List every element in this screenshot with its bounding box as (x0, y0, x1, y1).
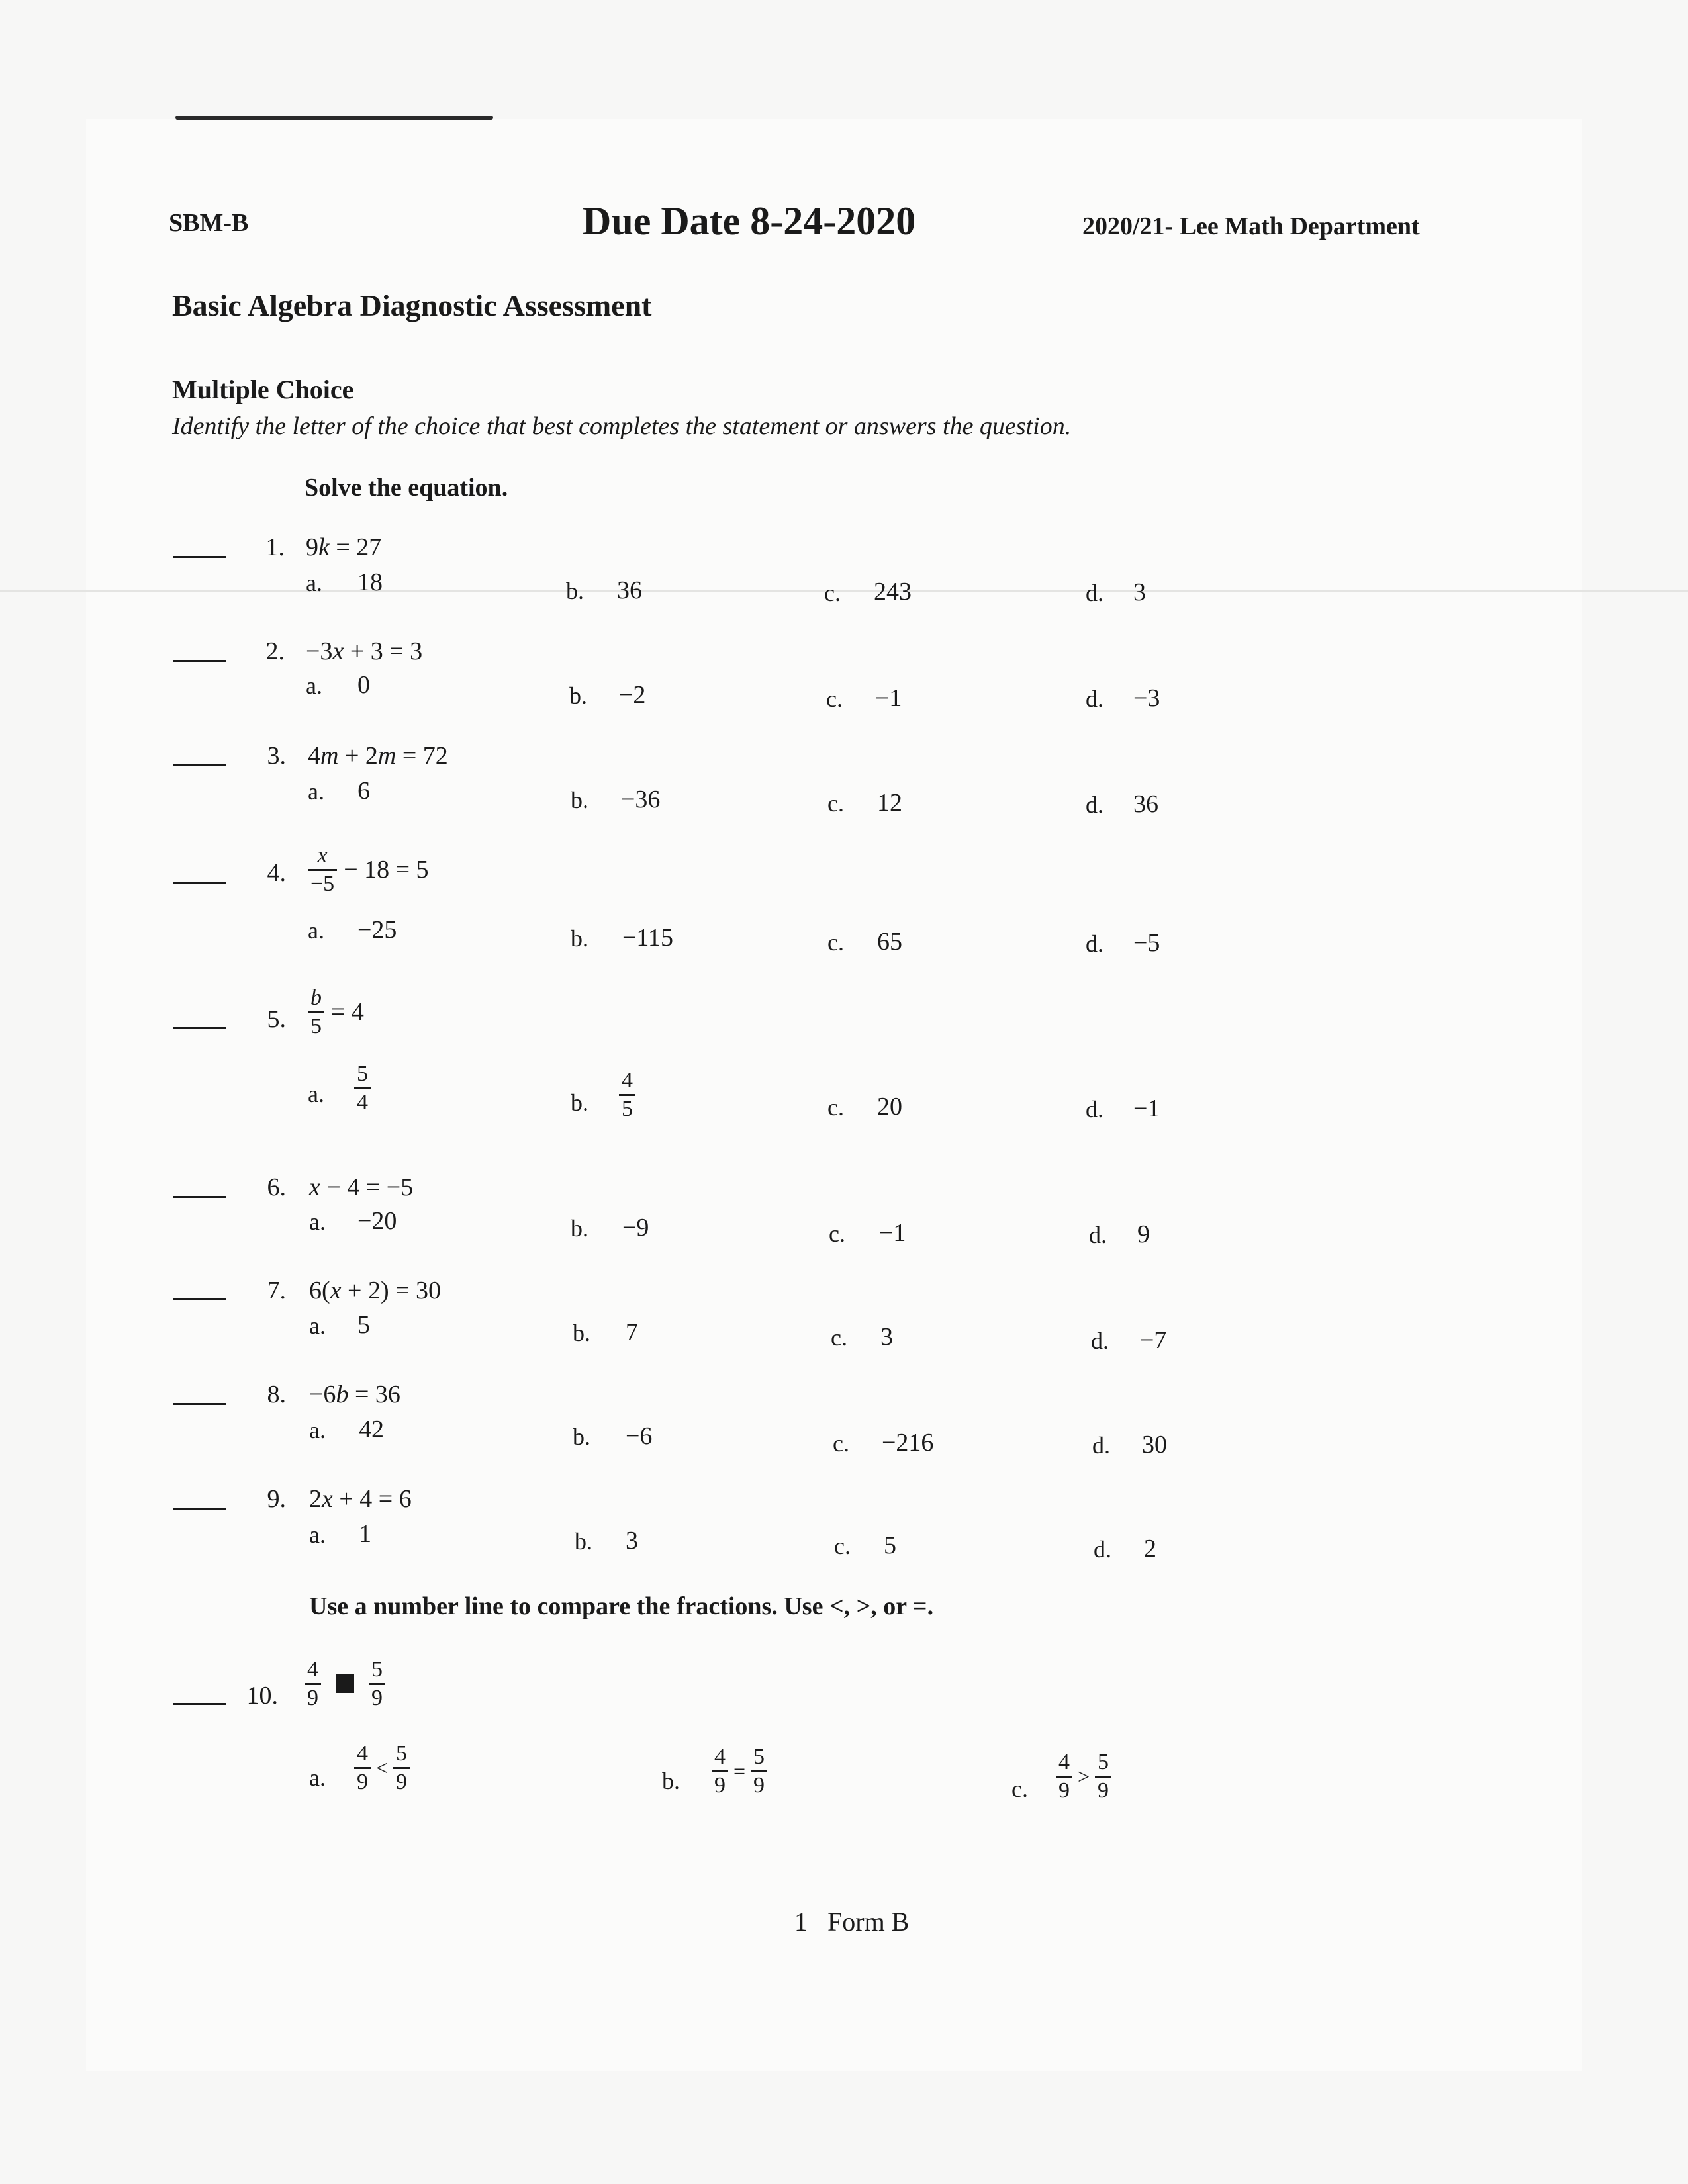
choice-a-value[interactable]: 1 (359, 1520, 371, 1548)
choice-b-letter: b. (575, 1528, 592, 1555)
choice-a-value[interactable]: −20 (357, 1207, 397, 1235)
question-stem-1: 9k = 27 (306, 533, 382, 561)
choice-b-letter: b. (571, 925, 588, 952)
choice-b-letter: b. (569, 682, 587, 709)
answer-blank-6[interactable] (173, 1196, 226, 1198)
answer-blank-9[interactable] (173, 1508, 226, 1510)
question-number: 10. (246, 1682, 278, 1709)
choice-b-letter: b. (571, 1089, 588, 1116)
question-number: 6. (267, 1173, 286, 1201)
choice-a-letter: a. (309, 1312, 326, 1339)
choice-d-letter: d. (1086, 931, 1103, 957)
choice-b-value[interactable]: 7 (626, 1318, 638, 1346)
choice-c-letter: c. (829, 1220, 845, 1247)
choice-b-value[interactable]: −36 (621, 786, 661, 813)
choice-b-letter: b. (662, 1768, 680, 1794)
choice-b-value[interactable]: $\frac{4}{5}$ (619, 1069, 635, 1120)
choice-a-letter: a. (309, 1522, 326, 1548)
question-stem-5: $\frac{b}{5}$ = 4 (308, 986, 364, 1038)
question-stem-10: $\frac{4}{9}$ $\frac{5}{9}$ (305, 1658, 385, 1709)
question-stem-6: x − 4 = −5 (309, 1173, 414, 1201)
question-number: 2. (265, 637, 285, 665)
question-number: 4. (267, 859, 286, 887)
choice-d-letter: d. (1091, 1328, 1109, 1354)
choice-d-letter: d. (1094, 1536, 1111, 1563)
choice-d-value[interactable]: −7 (1140, 1326, 1167, 1354)
choice-b-value[interactable]: −9 (622, 1214, 649, 1242)
question-number: 1. (265, 533, 285, 561)
choice-c-letter: c. (824, 580, 841, 606)
choice-c-letter: c. (1011, 1776, 1028, 1802)
choice-d-value[interactable]: 36 (1133, 790, 1158, 818)
question-number: 8. (267, 1381, 286, 1408)
choice-a-value[interactable]: 42 (359, 1416, 384, 1443)
choice-c-letter: c. (827, 929, 844, 956)
choice-a-letter: a. (309, 1208, 326, 1235)
choice-d-value[interactable]: 30 (1142, 1431, 1167, 1459)
answer-blank-10[interactable] (173, 1703, 226, 1705)
choice-d-value[interactable]: −5 (1133, 929, 1160, 957)
question-stem-2: −3x + 3 = 3 (306, 637, 423, 665)
answer-blank-8[interactable] (173, 1403, 226, 1405)
choice-c-letter: c. (827, 1094, 844, 1120)
choice-d-letter: d. (1092, 1432, 1110, 1459)
choice-a-letter: a. (309, 1417, 326, 1443)
choice-d-value[interactable]: 9 (1137, 1220, 1150, 1248)
question-number: 5. (267, 1005, 286, 1033)
choice-c-value[interactable]: −216 (882, 1429, 934, 1457)
choice-d-letter: d. (1086, 580, 1103, 606)
choice-c-value[interactable]: 20 (877, 1093, 902, 1120)
choice-b-value[interactable]: −2 (619, 681, 646, 709)
answer-blank-3[interactable] (173, 764, 226, 766)
choice-c-value[interactable]: 5 (884, 1531, 896, 1559)
choice-c-letter: c. (826, 686, 843, 712)
choice-b-value[interactable]: 3 (626, 1527, 638, 1555)
question-stem-8: −6b = 36 (309, 1381, 400, 1408)
choice-b-value[interactable]: −6 (626, 1422, 653, 1450)
choice-a-letter: a. (308, 917, 324, 944)
choice-b-letter: b. (571, 1215, 588, 1242)
choice-c-value[interactable]: 65 (877, 928, 902, 956)
stem-fraction: $\frac{x}{-5}$ (308, 844, 337, 895)
question-stem-9: 2x + 4 = 6 (309, 1485, 412, 1513)
choice-d-letter: d. (1086, 686, 1103, 712)
choice-a-letter: a. (306, 672, 322, 699)
choice-c-letter: c. (827, 790, 844, 817)
choice-d-letter: d. (1086, 1096, 1103, 1122)
page-footer (794, 1906, 909, 1937)
choice-a-value[interactable]: 6 (357, 777, 370, 805)
choice-d-value[interactable]: −1 (1133, 1095, 1160, 1122)
choice-d-value[interactable]: 3 (1133, 578, 1146, 606)
choice-b-value[interactable]: $\frac{4}{9}$ = $\frac{5}{9}$ (712, 1745, 767, 1797)
choice-b-letter: b. (571, 787, 588, 813)
choice-b-letter: b. (573, 1320, 590, 1346)
stem-fraction: $\frac{b}{5}$ (308, 986, 324, 1038)
choice-b-letter: b. (566, 578, 584, 604)
department-label: 2020/21- Lee Math Department (1082, 212, 1420, 240)
scan-artifact-line (0, 590, 1688, 592)
choice-b-value[interactable]: 36 (617, 576, 642, 604)
question-number: 3. (267, 742, 286, 770)
answer-blank-1[interactable] (173, 556, 226, 558)
form-code: SBM-B (169, 209, 249, 237)
choice-b-value[interactable]: −115 (622, 924, 674, 952)
choice-d-value[interactable]: −3 (1133, 684, 1160, 712)
choice-c-value[interactable]: 12 (877, 789, 902, 817)
choice-c-value[interactable]: $\frac{4}{9}$ > $\frac{5}{9}$ (1056, 1751, 1111, 1802)
question-stem-4: $\frac{x}{-5}$ − 18 = 5 (308, 844, 429, 895)
choice-a-value[interactable]: 18 (357, 569, 383, 596)
page-number: 1 (794, 1907, 808, 1936)
instructions: Identify the letter of the choice that best completes the statement or answers the question. (172, 412, 1072, 440)
section-prompt-compare: Use a number line to compare the fractions. Use <, >, or =. (309, 1592, 934, 1620)
choice-d-letter: d. (1089, 1222, 1107, 1248)
choice-a-letter: a. (308, 1081, 324, 1107)
form-label: Form B (827, 1907, 910, 1936)
choice-a-value[interactable]: 5 (357, 1311, 370, 1339)
page-title: Basic Algebra Diagnostic Assessment (172, 289, 652, 322)
choice-c-letter: c. (833, 1430, 849, 1457)
question-stem-7: 6(x + 2) = 30 (309, 1277, 442, 1304)
answer-blank-5[interactable] (173, 1027, 226, 1029)
choice-a-value[interactable]: −25 (357, 916, 397, 944)
choice-c-value[interactable]: −1 (879, 1219, 906, 1247)
choice-b-letter: b. (573, 1424, 590, 1450)
choice-a-value[interactable]: $\frac{4}{9}$ < $\frac{5}{9}$ (354, 1742, 410, 1794)
choice-c-value[interactable]: 3 (880, 1323, 893, 1351)
choice-a-value[interactable]: $\frac{5}{4}$ (354, 1062, 371, 1114)
choice-a-letter: a. (306, 570, 322, 596)
choice-c-value[interactable]: −1 (875, 684, 902, 712)
question-number: 9. (267, 1485, 286, 1513)
choice-a-value[interactable]: 0 (357, 671, 370, 699)
choice-d-letter: d. (1086, 792, 1103, 818)
choice-d-value[interactable]: 2 (1144, 1535, 1156, 1563)
question-number: 7. (267, 1277, 286, 1304)
choice-a-letter: a. (309, 1764, 326, 1791)
section-heading: Multiple Choice (172, 375, 354, 404)
choice-c-letter: c. (834, 1533, 851, 1559)
answer-blank-4[interactable] (173, 882, 226, 884)
answer-blank-7[interactable] (173, 1298, 226, 1300)
answer-blank-2[interactable] (173, 660, 226, 662)
choice-c-letter: c. (831, 1324, 847, 1351)
section-prompt-solve: Solve the equation. (305, 474, 508, 502)
choice-c-value[interactable]: 243 (874, 578, 912, 606)
comparison-placeholder-square (336, 1674, 354, 1693)
choice-a-letter: a. (308, 778, 324, 805)
due-date: Due Date 8-24-2020 (583, 199, 916, 243)
top-rule (175, 116, 493, 120)
question-stem-3: 4m + 2m = 72 (308, 742, 448, 770)
